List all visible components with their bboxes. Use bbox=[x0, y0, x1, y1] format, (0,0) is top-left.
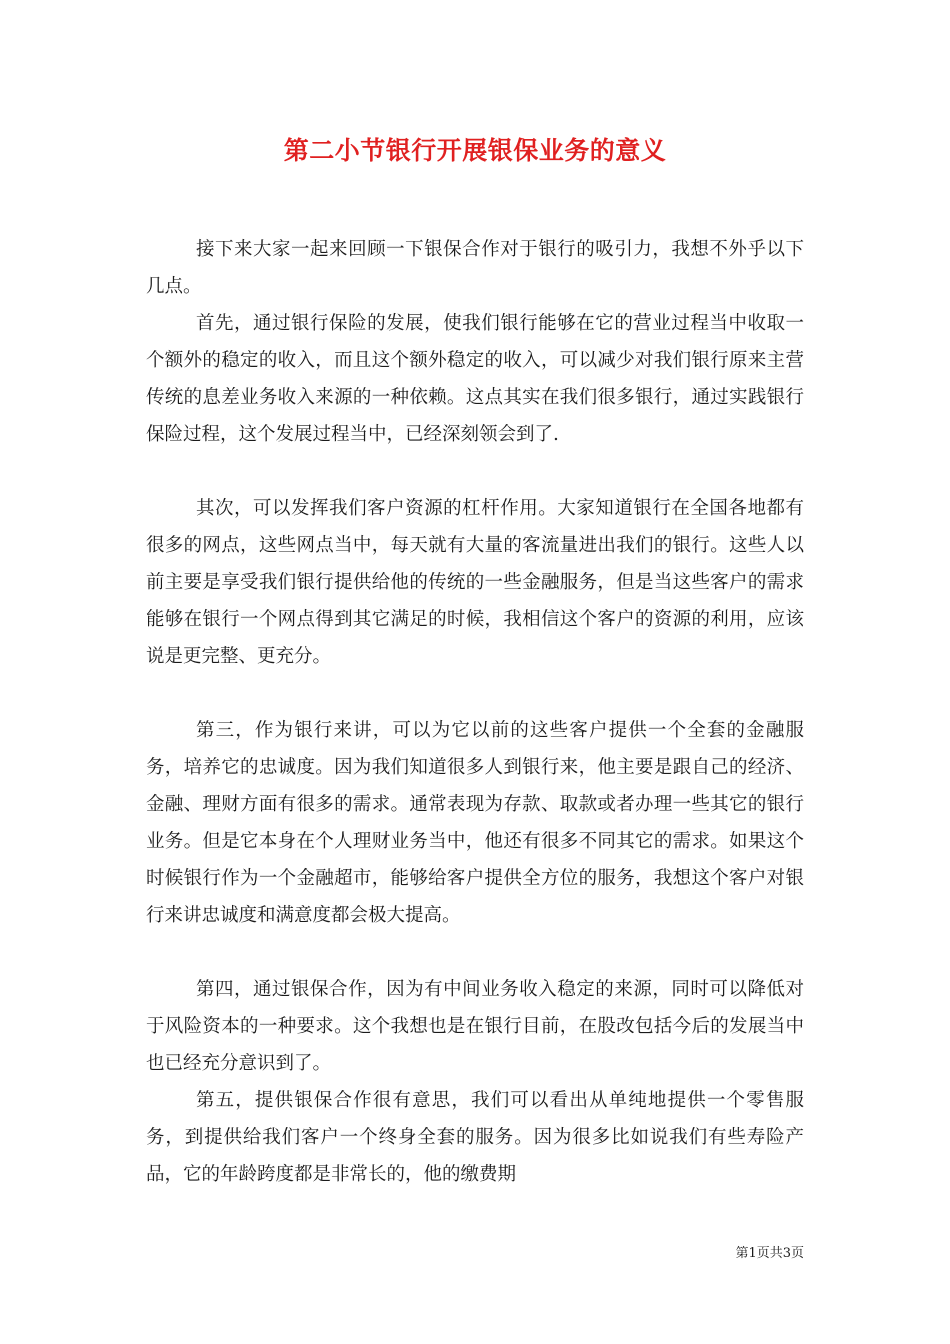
paragraph-fifth-point: 第五，提供银保合作很有意思，我们可以看出从单纯地提供一个零售服务，到提供给我们客户一个终身全套的服务。因为很多比如说我们有些寿险产品，它的年龄跨度都是非常长的，他的缴费期 bbox=[146, 1090, 804, 1185]
document-title: 第二小节银行开展银保业务的意义 bbox=[283, 136, 667, 165]
paragraph-intro: 接下来大家一起来回顾一下银保合作对于银行的吸引力，我想不外乎以下几点。 bbox=[146, 239, 804, 297]
paragraph-second-point: 其次，可以发挥我们客户资源的杠杆作用。大家知道银行在全国各地都有很多的网点，这些网点当中，每天就有大量的客流量进出我们的银行。这些人以前主要是享受我们银行提供给他的传统的一些金融服务，但是当这些客户的需求能够在银行一个网点得到其它满足的时候，我相信这个客户的资源的利用，应该说是更完整、更充分。 bbox=[146, 498, 804, 667]
paragraph-first-point: 首先，通过银行保险的发展，使我们银行能够在它的营业过程当中收取一个额外的稳定的收入，而且这个额外稳定的收入，可以减少对我们银行原来主营传统的息差业务收入来源的一种依赖。这点其实在我们很多银行，通过实践银行保险过程，这个发展过程当中，已经深刻领会到了. bbox=[146, 313, 804, 445]
document-body bbox=[146, 231, 804, 1193]
page-number-footer: 第1页共3页 bbox=[735, 1246, 804, 1261]
paragraph-third-point: 第三，作为银行来讲，可以为它以前的这些客户提供一个全套的金融服务，培养它的忠诚度。因为我们知道很多人到银行来，他主要是跟自己的经济、金融、理财方面有很多的需求。通常表现为存款、取款或者办理一些其它的银行业务。但是它本身在个人理财业务当中，他还有很多不同其它的需求。如果这个时候银行作为一个金融超市，能够给客户提供全方位的服务，我想这个客户对银行来讲忠诚度和满意度都会极大提高。 bbox=[146, 720, 804, 926]
paragraph-fourth-point: 第四，通过银保合作，因为有中间业务收入稳定的来源，同时可以降低对于风险资本的一种要求。这个我想也是在银行目前，在股改包括今后的发展当中也已经充分意识到了。 bbox=[146, 979, 804, 1074]
